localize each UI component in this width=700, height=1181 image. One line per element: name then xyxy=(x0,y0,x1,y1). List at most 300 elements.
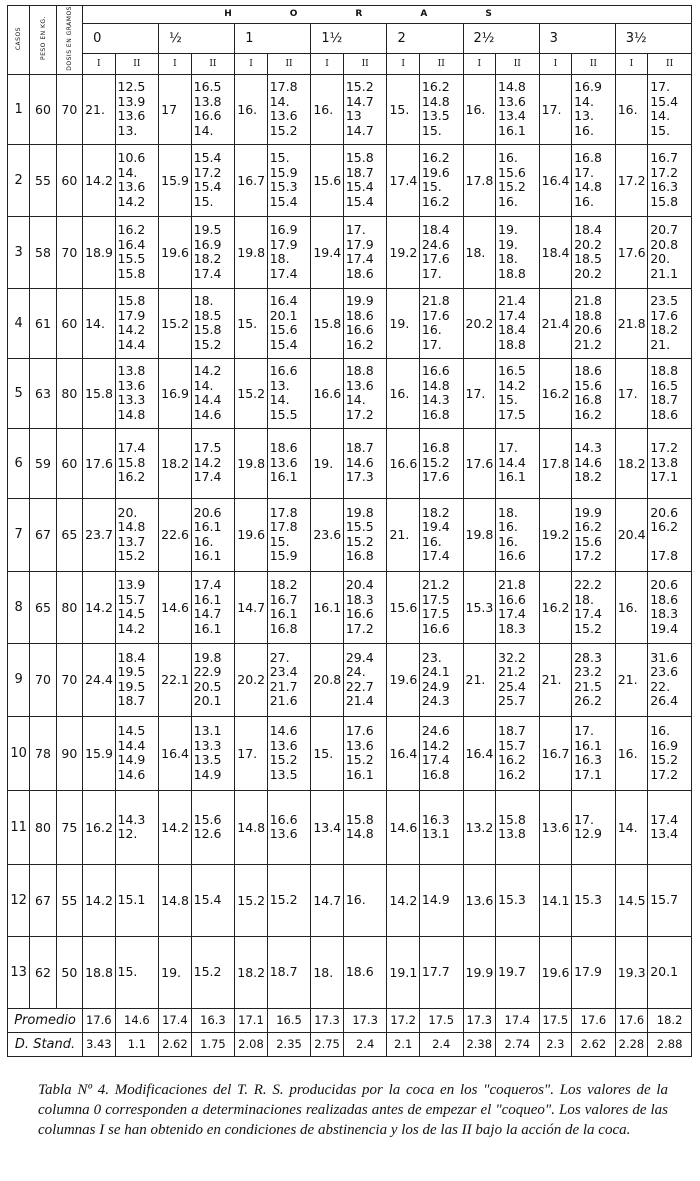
footer-value: 1.1 xyxy=(115,1032,159,1056)
value-col-I: 14.7 xyxy=(235,571,267,643)
value-col-II: 16.6 13.6 xyxy=(267,790,311,864)
value-col-I: 19.3 xyxy=(615,936,647,1008)
value-col-II: 23.5 17.6 18.2 21. xyxy=(648,288,692,358)
value-col-I: 16. xyxy=(235,74,267,144)
case-number: 8 xyxy=(8,571,30,643)
footer-value: 17.5 xyxy=(539,1008,571,1032)
case-number: 10 xyxy=(8,716,30,790)
value-col-I: 15.6 xyxy=(387,571,419,643)
header-hour: 2½ xyxy=(463,23,539,53)
value-col-II: 18.7 14.6 17.3 xyxy=(343,428,387,498)
value-col-II: 31.6 23.6 22. 26.4 xyxy=(648,643,692,716)
value-col-I: 15.6 xyxy=(311,144,343,216)
value-col-II: 16.8 17. 14.8 16. xyxy=(572,144,616,216)
value-col-II: 16. 16.9 15.2 17.2 xyxy=(648,716,692,790)
value-col-II: 27. 23.4 21.7 21.6 xyxy=(267,643,311,716)
header-dosis: DOSIS EN GRAMOS xyxy=(56,6,82,75)
value-col-I: 16. xyxy=(615,74,647,144)
value-col-II: 21.8 18.8 20.6 21.2 xyxy=(572,288,616,358)
value-col-I: 19.8 xyxy=(463,498,495,571)
footer-value: 14.6 xyxy=(115,1008,159,1032)
value-col-II: 18. 18.5 15.8 15.2 xyxy=(191,288,235,358)
value-col-I: 15.2 xyxy=(159,288,191,358)
value-col-II: 16.5 14.2 15. 17.5 xyxy=(496,358,540,428)
table-row xyxy=(8,358,692,428)
value-col-I: 18.2 xyxy=(235,936,267,1008)
value-col-I: 14.2 xyxy=(159,790,191,864)
value-col-I: 16.2 xyxy=(539,358,571,428)
footer-value: 3.43 xyxy=(83,1032,115,1056)
value-col-I: 18.9 xyxy=(83,216,115,288)
footer-value: 17.3 xyxy=(463,1008,495,1032)
value-col-II: 21.8 17.6 16. 17. xyxy=(419,288,463,358)
header-col-I: I xyxy=(539,53,571,74)
value-col-II: 23. 24.1 24.9 24.3 xyxy=(419,643,463,716)
value-col-II: 15.3 xyxy=(496,864,540,936)
table-row xyxy=(8,144,692,216)
dose-cell: 90 xyxy=(56,716,82,790)
value-col-II: 18.6 15.6 16.8 16.2 xyxy=(572,358,616,428)
value-col-I: 14.7 xyxy=(311,864,343,936)
value-col-II: 20.6 18.6 18.3 19.4 xyxy=(648,571,692,643)
table-row xyxy=(8,643,692,716)
value-col-I: 19.9 xyxy=(463,936,495,1008)
value-col-II: 20.7 20.8 20. 21.1 xyxy=(648,216,692,288)
value-col-II: 17. 14.4 16.1 xyxy=(496,428,540,498)
header-hour: ½ xyxy=(159,23,235,53)
value-col-II: 15.7 xyxy=(648,864,692,936)
footer-value: 2.1 xyxy=(387,1032,419,1056)
footer-value: 2.28 xyxy=(615,1032,647,1056)
value-col-I: 21. xyxy=(539,643,571,716)
value-col-II: 15.2 xyxy=(191,936,235,1008)
value-col-II: 19.8 22.9 20.5 20.1 xyxy=(191,643,235,716)
value-col-I: 18.8 xyxy=(83,936,115,1008)
value-col-I: 17.6 xyxy=(463,428,495,498)
value-col-I: 15.3 xyxy=(463,571,495,643)
value-col-I: 15. xyxy=(235,288,267,358)
header-col-I: I xyxy=(615,53,647,74)
value-col-I: 13.6 xyxy=(463,864,495,936)
value-col-I: 14.1 xyxy=(539,864,571,936)
table-row xyxy=(8,288,692,358)
value-col-I: 24.4 xyxy=(83,643,115,716)
value-col-II: 14.5 14.4 14.9 14.6 xyxy=(115,716,159,790)
value-col-II: 17.6 13.6 15.2 16.1 xyxy=(343,716,387,790)
value-col-I: 17.8 xyxy=(539,428,571,498)
value-col-II: 10.6 14. 13.6 14.2 xyxy=(115,144,159,216)
header-hour: 2 xyxy=(387,23,463,53)
value-col-I: 21.8 xyxy=(615,288,647,358)
value-col-II: 17.9 xyxy=(572,936,616,1008)
header-col-II: II xyxy=(115,53,159,74)
value-col-I: 15.2 xyxy=(235,864,267,936)
value-col-I: 16.2 xyxy=(83,790,115,864)
dose-cell: 65 xyxy=(56,498,82,571)
case-number: 4 xyxy=(8,288,30,358)
value-col-I: 16.1 xyxy=(311,571,343,643)
dose-cell: 60 xyxy=(56,144,82,216)
weight-cell: 61 xyxy=(30,288,56,358)
weight-cell: 67 xyxy=(30,498,56,571)
value-col-I: 13.2 xyxy=(463,790,495,864)
value-col-I: 16. xyxy=(615,571,647,643)
case-number: 1 xyxy=(8,74,30,144)
header-col-II: II xyxy=(419,53,463,74)
value-col-II: 18.4 19.5 19.5 18.7 xyxy=(115,643,159,716)
value-col-I: 19.4 xyxy=(311,216,343,288)
value-col-I: 14.2 xyxy=(83,144,115,216)
value-col-I: 19.1 xyxy=(387,936,419,1008)
value-col-I: 17. xyxy=(463,358,495,428)
footer-value: 16.5 xyxy=(267,1008,311,1032)
average-row xyxy=(8,1008,692,1032)
value-col-I: 19.2 xyxy=(539,498,571,571)
value-col-II: 15.6 12.6 xyxy=(191,790,235,864)
data-table-container xyxy=(7,5,692,1057)
value-col-I: 14.8 xyxy=(235,790,267,864)
value-col-II: 17.7 xyxy=(419,936,463,1008)
value-col-II: 15.1 xyxy=(115,864,159,936)
header-col-II: II xyxy=(191,53,235,74)
table-caption: Tabla Nº 4. Modificaciones del T. R. S. producidas por la coca en los "coqueros". Los valores de la columna 0 corresponden a determinaciones realizadas antes de empezar el "coqueo". Los valores de las columnas I se han obtenido en condiciones de abstinencia y los de las II bajo la acción de la coca. xyxy=(38,1082,668,1138)
header-col-I: I xyxy=(83,53,115,74)
value-col-II: 15. xyxy=(115,936,159,1008)
value-col-I: 16. xyxy=(387,358,419,428)
footer-value: 2.4 xyxy=(343,1032,387,1056)
value-col-I: 19.6 xyxy=(235,498,267,571)
header-hour: 3 xyxy=(539,23,615,53)
value-col-I: 19.8 xyxy=(235,428,267,498)
value-col-I: 19. xyxy=(159,936,191,1008)
value-col-I: 16.7 xyxy=(539,716,571,790)
table-row xyxy=(8,936,692,1008)
value-col-I: 23.7 xyxy=(83,498,115,571)
value-col-I: 15.9 xyxy=(159,144,191,216)
weight-cell: 55 xyxy=(30,144,56,216)
value-col-II: 15.8 18.7 15.4 15.4 xyxy=(343,144,387,216)
value-col-II: 28.3 23.2 21.5 26.2 xyxy=(572,643,616,716)
dose-cell: 50 xyxy=(56,936,82,1008)
value-col-I: 17.6 xyxy=(83,428,115,498)
dose-cell: 60 xyxy=(56,288,82,358)
value-col-II: 17. 15.4 14. 15. xyxy=(648,74,692,144)
value-col-II: 18.4 24.6 17.6 17. xyxy=(419,216,463,288)
value-col-I: 16.4 xyxy=(159,716,191,790)
case-number: 13 xyxy=(8,936,30,1008)
value-col-II: 16.6 13. 14. 15.5 xyxy=(267,358,311,428)
value-col-I: 17.8 xyxy=(463,144,495,216)
value-col-II: 16.4 20.1 15.6 15.4 xyxy=(267,288,311,358)
value-col-I: 22.6 xyxy=(159,498,191,571)
value-col-I: 15.8 xyxy=(311,288,343,358)
footer-value: 18.2 xyxy=(648,1008,692,1032)
value-col-I: 20.4 xyxy=(615,498,647,571)
value-col-II: 21.4 17.4 18.4 18.8 xyxy=(496,288,540,358)
value-col-I: 18. xyxy=(463,216,495,288)
table-row xyxy=(8,716,692,790)
value-col-I: 14.2 xyxy=(83,571,115,643)
value-col-II: 24.6 14.2 17.4 16.8 xyxy=(419,716,463,790)
value-col-I: 16.4 xyxy=(539,144,571,216)
value-col-II: 20.4 18.3 16.6 17.2 xyxy=(343,571,387,643)
footer-value: 17.4 xyxy=(159,1008,191,1032)
value-col-I: 17.4 xyxy=(387,144,419,216)
value-col-II: 22.2 18. 17.4 15.2 xyxy=(572,571,616,643)
value-col-II: 14.6 13.6 15.2 13.5 xyxy=(267,716,311,790)
footer-value: 2.74 xyxy=(496,1032,540,1056)
value-col-II: 16. xyxy=(343,864,387,936)
value-col-II: 17.4 13.4 xyxy=(648,790,692,864)
value-col-II: 16.6 14.8 14.3 16.8 xyxy=(419,358,463,428)
value-col-II: 16.8 15.2 17.6 xyxy=(419,428,463,498)
case-number: 5 xyxy=(8,358,30,428)
header-col-I: I xyxy=(235,53,267,74)
footer-value: 1.75 xyxy=(191,1032,235,1056)
weight-cell: 62 xyxy=(30,936,56,1008)
value-col-I: 14.6 xyxy=(387,790,419,864)
value-col-II: 18.6 13.6 16.1 xyxy=(267,428,311,498)
case-number: 12 xyxy=(8,864,30,936)
value-col-II: 16.9 14. 13. 16. xyxy=(572,74,616,144)
footer-value: 17.1 xyxy=(235,1008,267,1032)
value-col-II: 13.8 13.6 13.3 14.8 xyxy=(115,358,159,428)
value-col-I: 20.8 xyxy=(311,643,343,716)
value-col-I: 16.4 xyxy=(463,716,495,790)
dose-cell: 70 xyxy=(56,643,82,716)
value-col-I: 14.6 xyxy=(159,571,191,643)
value-col-I: 21.4 xyxy=(539,288,571,358)
value-col-I: 15.2 xyxy=(235,358,267,428)
header-col-I: I xyxy=(159,53,191,74)
header-col-I: I xyxy=(387,53,419,74)
value-col-II: 20. 14.8 13.7 15.2 xyxy=(115,498,159,571)
value-col-I: 14. xyxy=(83,288,115,358)
case-number: 6 xyxy=(8,428,30,498)
footer-value: 17.6 xyxy=(83,1008,115,1032)
footer-value: 2.75 xyxy=(311,1032,343,1056)
footer-value: 17.6 xyxy=(572,1008,616,1032)
dose-cell: 80 xyxy=(56,571,82,643)
value-col-I: 14. xyxy=(615,790,647,864)
footer-value: 2.35 xyxy=(267,1032,311,1056)
value-col-II: 21.2 17.5 17.5 16.6 xyxy=(419,571,463,643)
value-col-II: 17.8 17.8 15. 15.9 xyxy=(267,498,311,571)
value-col-II: 20.1 xyxy=(648,936,692,1008)
footer-value: 2.88 xyxy=(648,1032,692,1056)
value-col-II: 17. 16.1 16.3 17.1 xyxy=(572,716,616,790)
value-col-II: 18.8 13.6 14. 17.2 xyxy=(343,358,387,428)
value-col-I: 21. xyxy=(83,74,115,144)
value-col-II: 13.1 13.3 13.5 14.9 xyxy=(191,716,235,790)
header-col-I: I xyxy=(463,53,495,74)
footer-value: 2.3 xyxy=(539,1032,571,1056)
value-col-II: 13.9 15.7 14.5 14.2 xyxy=(115,571,159,643)
value-col-II: 14.3 14.6 18.2 xyxy=(572,428,616,498)
value-col-I: 20.2 xyxy=(463,288,495,358)
value-col-II: 18.7 15.7 16.2 16.2 xyxy=(496,716,540,790)
header-horas: HORAS xyxy=(83,6,692,24)
value-col-II: 14.9 xyxy=(419,864,463,936)
value-col-I: 17 xyxy=(159,74,191,144)
value-col-II: 15.2 14.7 13 14.7 xyxy=(343,74,387,144)
footer-value: 16.3 xyxy=(191,1008,235,1032)
header-hour: 0 xyxy=(83,23,159,53)
value-col-II: 15.4 17.2 15.4 15. xyxy=(191,144,235,216)
value-col-I: 20.2 xyxy=(235,643,267,716)
header-col-II: II xyxy=(648,53,692,74)
value-col-II: 16.2 19.6 15. 16.2 xyxy=(419,144,463,216)
value-col-I: 19. xyxy=(311,428,343,498)
footer-value: 17.4 xyxy=(496,1008,540,1032)
value-col-I: 15. xyxy=(311,716,343,790)
value-col-I: 16.7 xyxy=(235,144,267,216)
footer-value: 2.4 xyxy=(419,1032,463,1056)
weight-cell: 59 xyxy=(30,428,56,498)
value-col-II: 19. 19. 18. 18.8 xyxy=(496,216,540,288)
trs-coca-table xyxy=(7,5,692,1057)
value-col-I: 17. xyxy=(539,74,571,144)
value-col-II: 18.2 19.4 16. 17.4 xyxy=(419,498,463,571)
header-col-I: I xyxy=(311,53,343,74)
case-number: 11 xyxy=(8,790,30,864)
value-col-II: 15.2 xyxy=(267,864,311,936)
dose-cell: 80 xyxy=(56,358,82,428)
value-col-II: 16.7 17.2 16.3 15.8 xyxy=(648,144,692,216)
header-peso: PESO EN KG. xyxy=(30,6,56,75)
value-col-II: 32.2 21.2 25.4 25.7 xyxy=(496,643,540,716)
value-col-II: 14.3 12. xyxy=(115,790,159,864)
weight-cell: 60 xyxy=(30,74,56,144)
value-col-I: 13.4 xyxy=(311,790,343,864)
dose-cell: 55 xyxy=(56,864,82,936)
value-col-II: 16.9 17.9 18. 17.4 xyxy=(267,216,311,288)
value-col-I: 15. xyxy=(387,74,419,144)
table-row xyxy=(8,216,692,288)
table-row xyxy=(8,74,692,144)
value-col-I: 19.2 xyxy=(387,216,419,288)
value-col-I: 17.2 xyxy=(615,144,647,216)
value-col-II: 16.2 16.4 15.5 15.8 xyxy=(115,216,159,288)
footer-value: 17.3 xyxy=(311,1008,343,1032)
value-col-I: 19.6 xyxy=(159,216,191,288)
value-col-II: 19.9 18.6 16.6 16.2 xyxy=(343,288,387,358)
header-hour: 3½ xyxy=(615,23,691,53)
value-col-I: 23.6 xyxy=(311,498,343,571)
footer-value: 17.5 xyxy=(419,1008,463,1032)
table-row xyxy=(8,428,692,498)
value-col-II: 20.6 16.1 16. 16.1 xyxy=(191,498,235,571)
value-col-I: 19. xyxy=(387,288,419,358)
std-dev-row xyxy=(8,1032,692,1056)
weight-cell: 80 xyxy=(30,790,56,864)
value-col-II: 12.5 13.9 13.6 13. xyxy=(115,74,159,144)
value-col-I: 21. xyxy=(463,643,495,716)
value-col-II: 18.7 xyxy=(267,936,311,1008)
value-col-I: 15.8 xyxy=(83,358,115,428)
value-col-I: 16.2 xyxy=(539,571,571,643)
value-col-II: 15. 15.9 15.3 15.4 xyxy=(267,144,311,216)
table-row xyxy=(8,571,692,643)
table-row xyxy=(8,790,692,864)
value-col-I: 21. xyxy=(615,643,647,716)
value-col-I: 13.6 xyxy=(539,790,571,864)
value-col-II: 18.8 16.5 18.7 18.6 xyxy=(648,358,692,428)
value-col-II: 19.9 16.2 15.6 17.2 xyxy=(572,498,616,571)
value-col-I: 19.8 xyxy=(235,216,267,288)
value-col-I: 18.2 xyxy=(159,428,191,498)
table-row xyxy=(8,498,692,571)
footer-value: 17.2 xyxy=(387,1008,419,1032)
value-col-II: 16.3 13.1 xyxy=(419,790,463,864)
weight-cell: 58 xyxy=(30,216,56,288)
value-col-II: 16.2 14.8 13.5 15. xyxy=(419,74,463,144)
weight-cell: 67 xyxy=(30,864,56,936)
value-col-II: 18.4 20.2 18.5 20.2 xyxy=(572,216,616,288)
value-col-II: 29.4 24. 22.7 21.4 xyxy=(343,643,387,716)
value-col-I: 16. xyxy=(463,74,495,144)
value-col-II: 18.2 16.7 16.1 16.8 xyxy=(267,571,311,643)
value-col-I: 19.6 xyxy=(539,936,571,1008)
value-col-II: 16.5 13.8 16.6 14. xyxy=(191,74,235,144)
case-number: 7 xyxy=(8,498,30,571)
value-col-I: 14.2 xyxy=(83,864,115,936)
dose-cell: 75 xyxy=(56,790,82,864)
value-col-II: 17. 12.9 xyxy=(572,790,616,864)
header-col-II: II xyxy=(572,53,616,74)
value-col-I: 16.9 xyxy=(159,358,191,428)
value-col-II: 19.7 xyxy=(496,936,540,1008)
value-col-I: 21. xyxy=(387,498,419,571)
header-casos: CASOS xyxy=(8,6,30,75)
footer-value: 2.62 xyxy=(572,1032,616,1056)
weight-cell: 65 xyxy=(30,571,56,643)
weight-cell: 78 xyxy=(30,716,56,790)
weight-cell: 70 xyxy=(30,643,56,716)
value-col-I: 18.4 xyxy=(539,216,571,288)
value-col-I: 19.6 xyxy=(387,643,419,716)
value-col-II: 18. 16. 16. 16.6 xyxy=(496,498,540,571)
value-col-I: 22.1 xyxy=(159,643,191,716)
value-col-II: 20.6 16.2 17.8 xyxy=(648,498,692,571)
header-col-II: II xyxy=(267,53,311,74)
footer-label: D. Stand. xyxy=(8,1032,83,1056)
value-col-I: 17.6 xyxy=(615,216,647,288)
footer-value: 17.3 xyxy=(343,1008,387,1032)
value-col-I: 18. xyxy=(311,936,343,1008)
value-col-II: 17.4 15.8 16.2 xyxy=(115,428,159,498)
footer-label: Promedio xyxy=(8,1008,83,1032)
dose-cell: 70 xyxy=(56,216,82,288)
case-number: 2 xyxy=(8,144,30,216)
value-col-II: 15.8 17.9 14.2 14.4 xyxy=(115,288,159,358)
value-col-II: 17.2 13.8 17.1 xyxy=(648,428,692,498)
value-col-II: 15.8 13.8 xyxy=(496,790,540,864)
value-col-II: 14.2 14. 14.4 14.6 xyxy=(191,358,235,428)
value-col-I: 18.2 xyxy=(615,428,647,498)
footer-value: 2.62 xyxy=(159,1032,191,1056)
case-number: 9 xyxy=(8,643,30,716)
header-hour: 1½ xyxy=(311,23,387,53)
value-col-II: 19.8 15.5 15.2 16.8 xyxy=(343,498,387,571)
value-col-II: 17.8 14. 13.6 15.2 xyxy=(267,74,311,144)
value-col-I: 15.9 xyxy=(83,716,115,790)
value-col-II: 17.5 14.2 17.4 xyxy=(191,428,235,498)
value-col-II: 21.8 16.6 17.4 18.3 xyxy=(496,571,540,643)
footer-value: 17.6 xyxy=(615,1008,647,1032)
value-col-I: 14.5 xyxy=(615,864,647,936)
header-col-II: II xyxy=(343,53,387,74)
